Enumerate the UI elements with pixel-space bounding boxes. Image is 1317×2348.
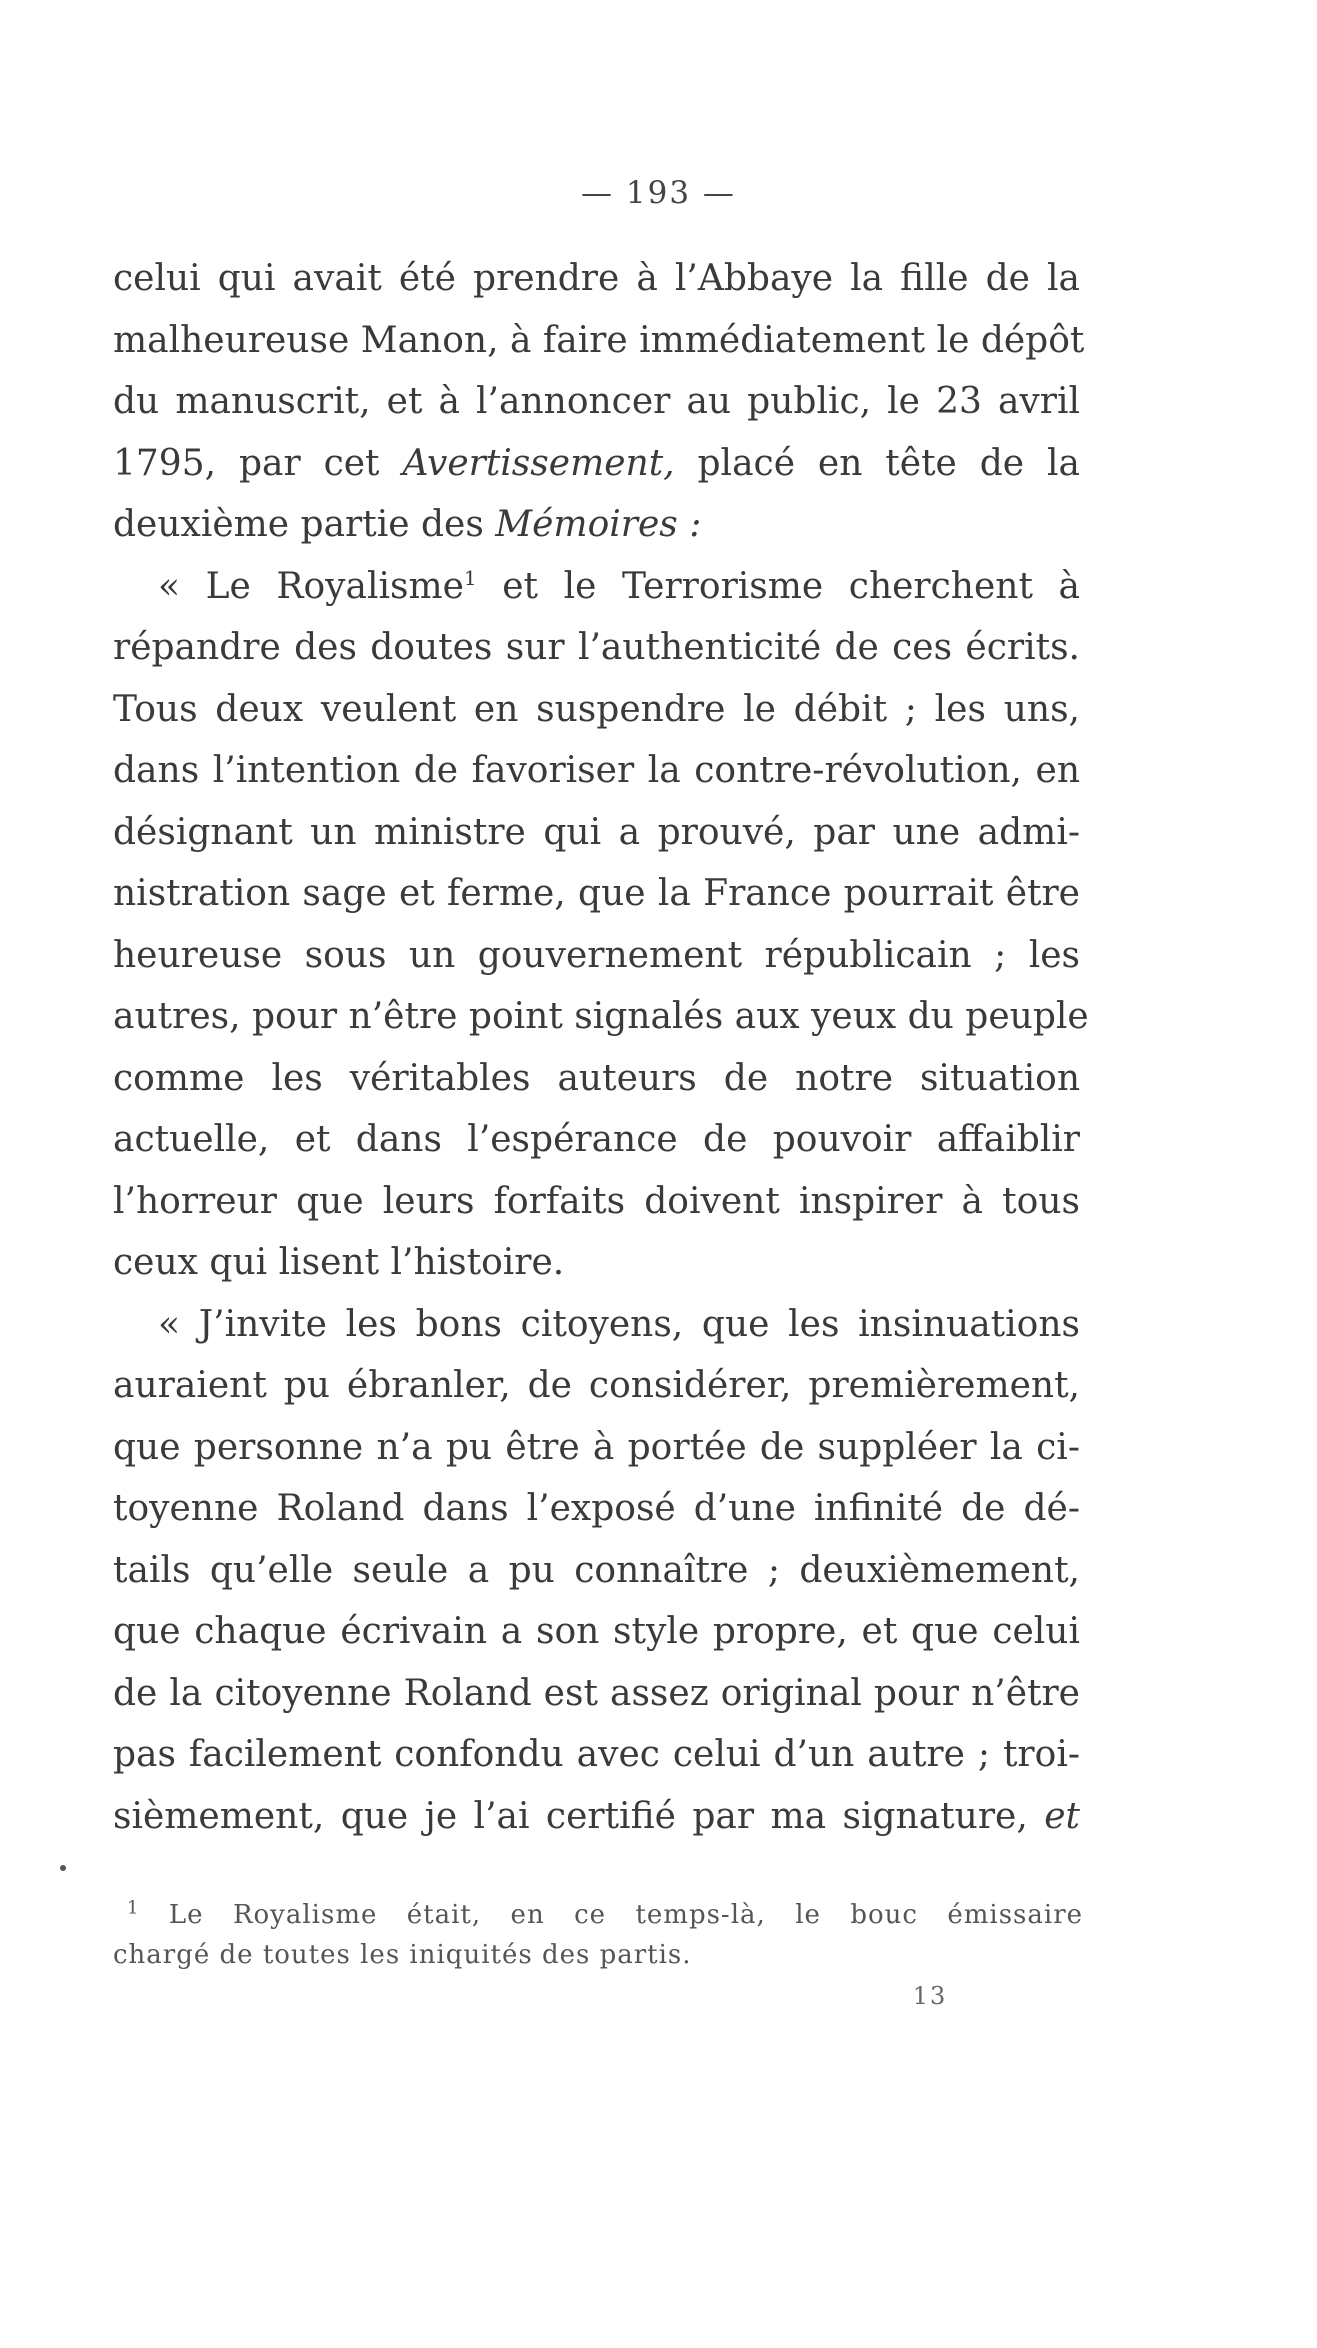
- footnote-text: Le Royalisme était, en ce temps-là, le bouc émissaire: [168, 1900, 1084, 1930]
- text-line: toyenne Roland dans l’exposé d’une infinité de dé-: [113, 1488, 1080, 1529]
- text-segment: deuxième partie des: [113, 504, 484, 545]
- footnote: [113, 1895, 1083, 1975]
- text-line: pas facilement confondu avec celui d’un autre ; troi-: [113, 1734, 1080, 1775]
- text-line: désignant un ministre qui a prouvé, par une admi-: [113, 811, 1080, 853]
- text-line: [113, 433, 1080, 495]
- page-number: — 193 —: [581, 175, 736, 211]
- text-line: répandre des doutes sur l’authenticité de ces écrits.: [113, 627, 1080, 668]
- footnote-line: [113, 1895, 1083, 1935]
- text-line: Tous deux veulent en suspendre le débit ; les uns,: [113, 688, 1080, 730]
- text-line: autres, pour n’être point signalés aux yeux du peuple: [113, 996, 1089, 1037]
- footnote-line: chargé de toutes les iniquités des partis.: [113, 1940, 692, 1970]
- italic-title-avertissement: Avertissement,: [402, 442, 675, 484]
- text-line: [113, 556, 1080, 618]
- text-segment: et le Terrorisme cherchent à: [502, 565, 1080, 607]
- text-line: dans l’intention de favoriser la contre-révolution, en: [113, 750, 1080, 791]
- text-line: [113, 494, 1080, 556]
- text-line: malheureuse Manon, à faire immédiatement le dépôt: [113, 319, 1085, 361]
- text-line: tails qu’elle seule a pu connaître ; deuxièmement,: [113, 1549, 1080, 1591]
- text-segment: « Le Royalisme: [158, 565, 464, 607]
- signature-mark: 13: [912, 1982, 948, 2010]
- text-segment: placé en tête de la: [697, 442, 1080, 484]
- text-line: celui qui avait été prendre à l’Abbaye la fille de la: [113, 258, 1080, 299]
- margin-mark: [60, 1865, 66, 1871]
- text-line: que personne n’a pu être à portée de suppléer la ci-: [113, 1426, 1080, 1468]
- text-line: auraient pu ébranler, de considérer, premièrement,: [113, 1365, 1080, 1406]
- text-line: nistration sage et ferme, que la France pourrait être: [113, 873, 1080, 914]
- text-line: ceux qui lisent l’histoire.: [113, 1242, 565, 1283]
- footnote-reference: 1: [463, 565, 477, 590]
- text-line: de la citoyenne Roland est assez original pour n’être: [113, 1672, 1080, 1714]
- text-line: « J’invite les bons citoyens, que les insinuations: [158, 1303, 1080, 1345]
- text-segment: sièmement, que je l’ai certifié par ma signature,: [113, 1795, 1028, 1837]
- text-line: l’horreur que leurs forfaits doivent inspirer à tous: [113, 1180, 1080, 1222]
- text-line: que chaque écrivain a son style propre, et que celui: [113, 1611, 1080, 1652]
- text-segment: 1795, par cet: [113, 442, 380, 484]
- text-line: du manuscrit, et à l’annoncer au public, le 23 avril: [113, 381, 1080, 422]
- text-line: actuelle, et dans l’espérance de pouvoir affaiblir: [113, 1119, 1080, 1160]
- italic-word: et: [1044, 1795, 1080, 1837]
- body-text: [113, 248, 1089, 1847]
- text-line: comme les véritables auteurs de notre situation: [113, 1057, 1080, 1099]
- text-line: [113, 1786, 1080, 1848]
- text-line: heureuse sous un gouvernement républicain ; les: [113, 934, 1080, 976]
- footnote-mark: 1: [127, 1897, 140, 1919]
- italic-title-memoires: Mémoires :: [495, 504, 702, 545]
